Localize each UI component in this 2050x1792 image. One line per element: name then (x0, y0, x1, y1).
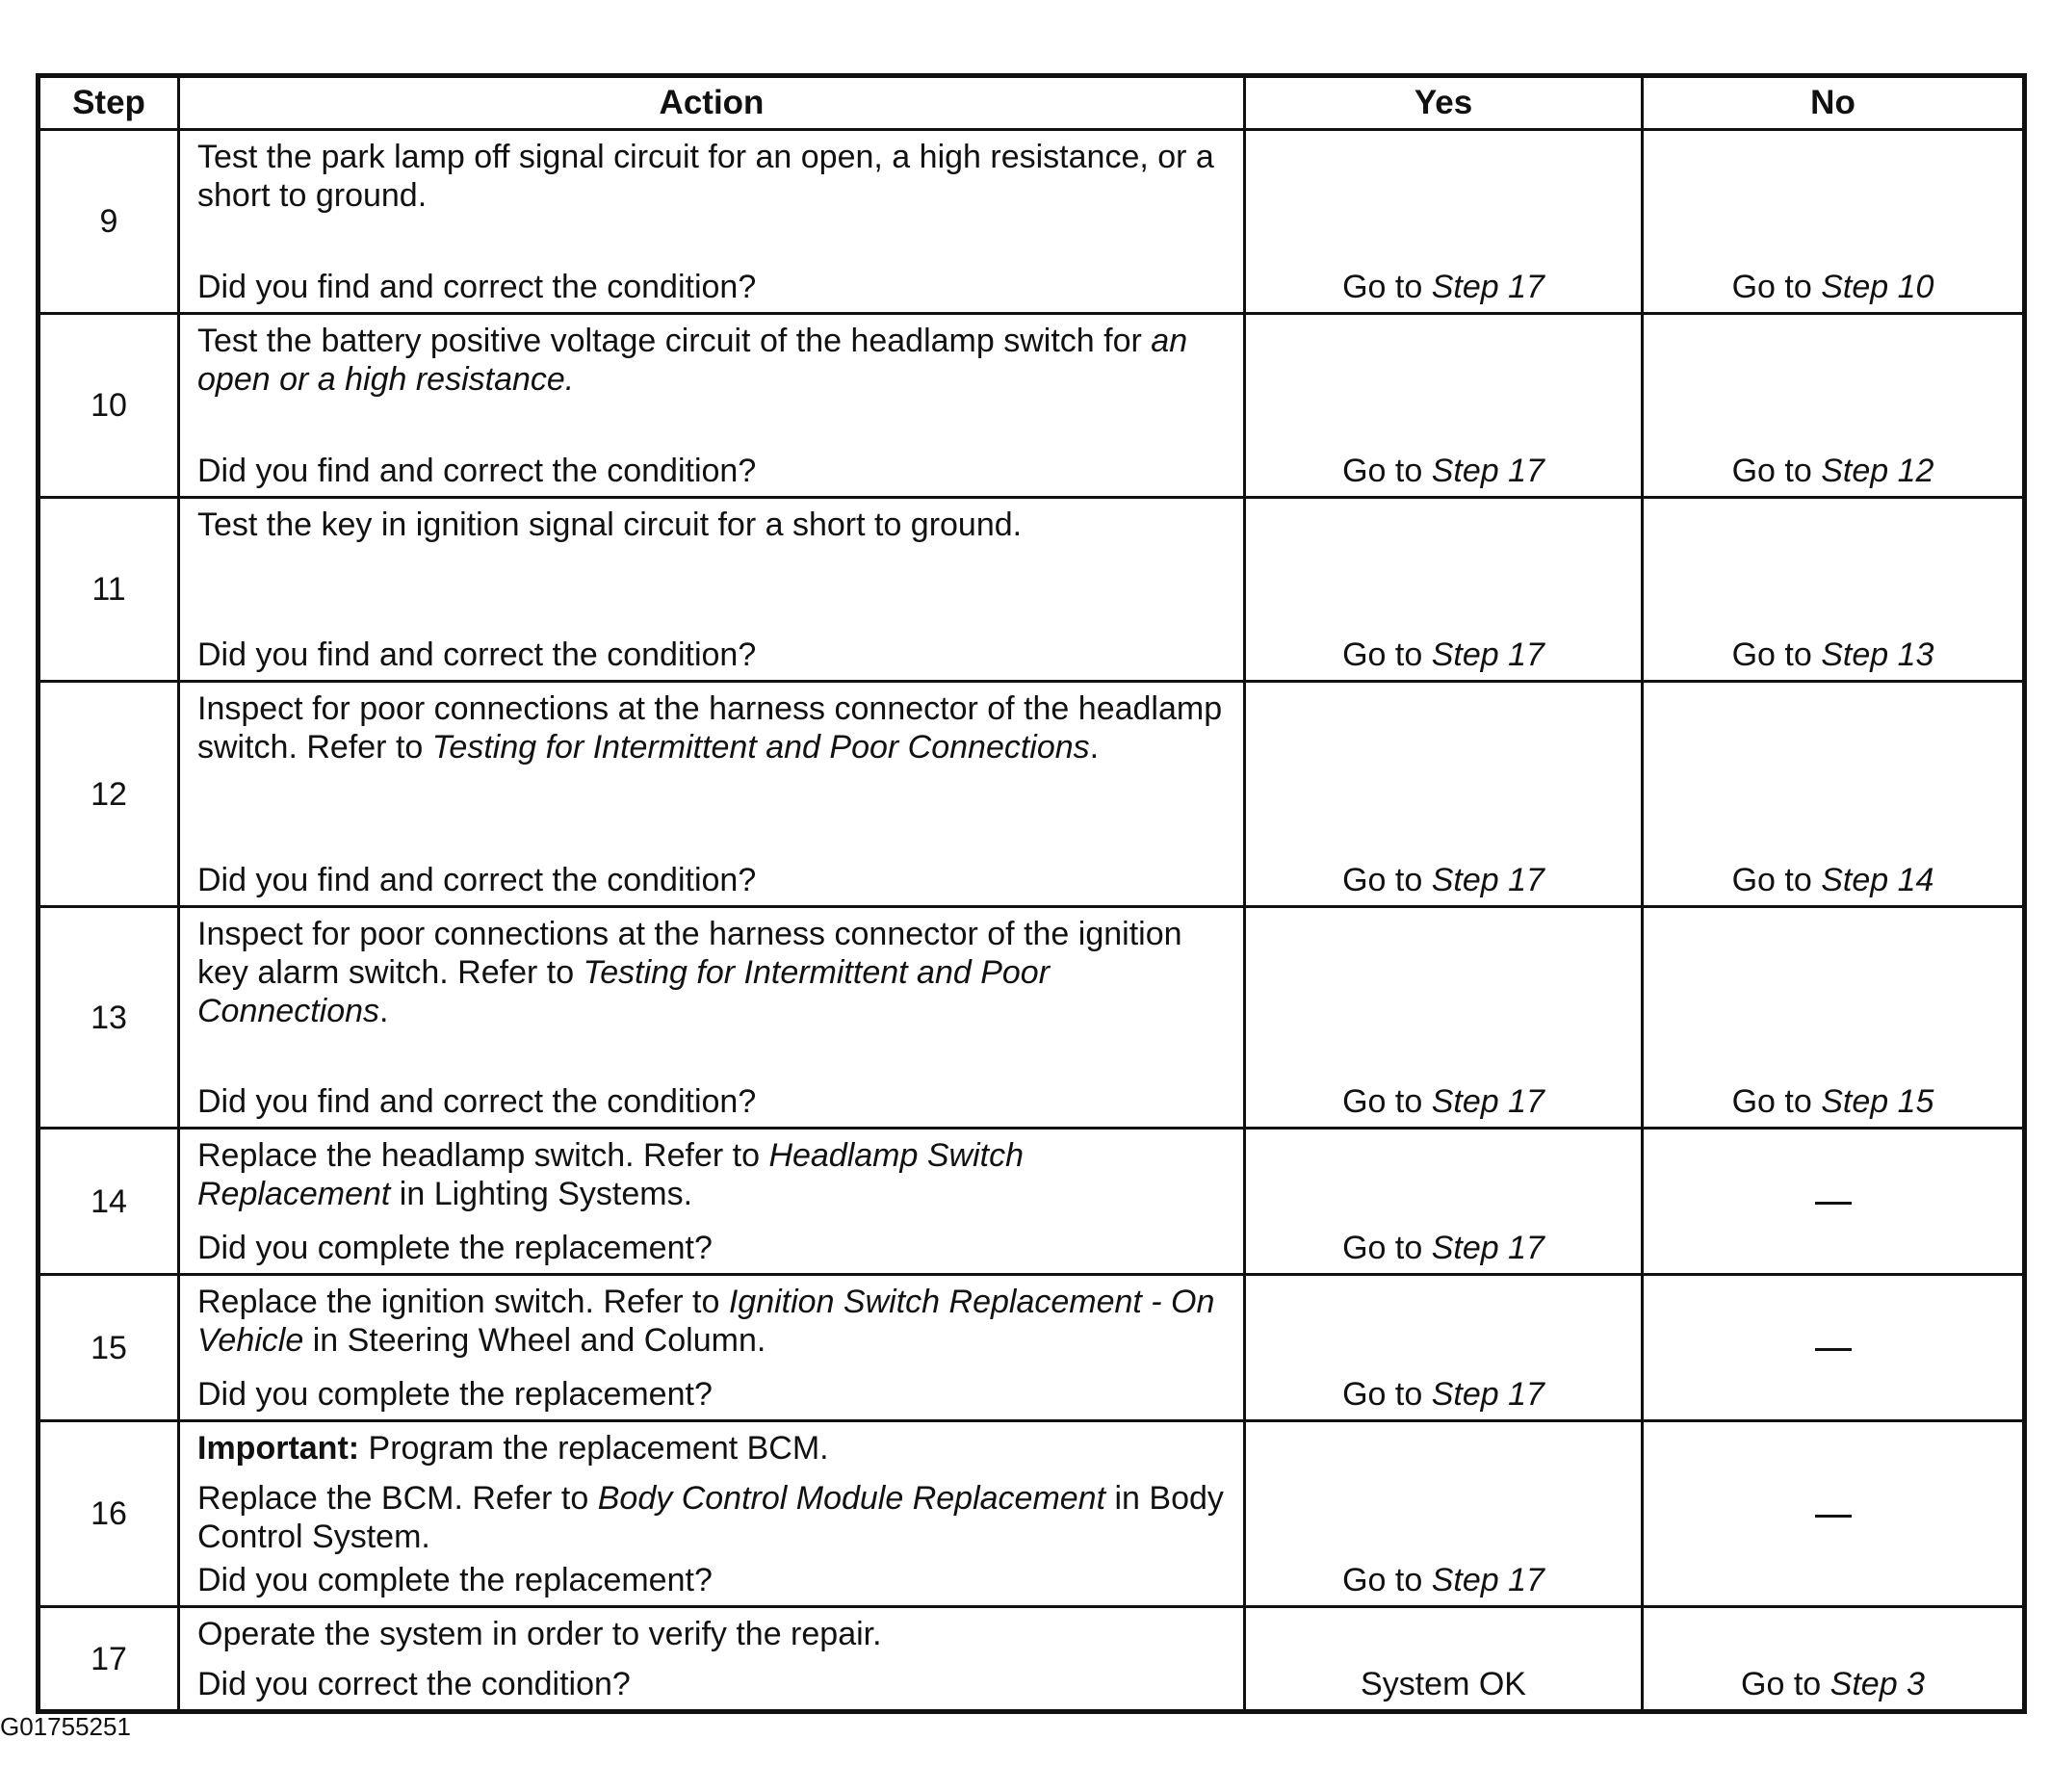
important-label: Important: (197, 1430, 360, 1467)
action-text: Replace the ignition switch. Refer to Ignition Switch Replacement - On Vehicle in Steering Wheel and Column. (197, 1284, 1215, 1359)
no-prefix: Go to (1731, 1083, 1812, 1120)
yes-step-ref: Step 17 (1431, 636, 1544, 673)
no-cell (1643, 682, 2025, 907)
no-cell (1643, 1421, 2025, 1607)
yes-step-ref: Step 17 (1431, 269, 1544, 305)
action-question: Did you find and correct the condition? (197, 269, 757, 305)
no-prefix: Go to (1731, 453, 1812, 489)
action-text: Operate the system in order to verify the repair. (197, 1616, 882, 1652)
yes-step-ref: Step 17 (1431, 862, 1544, 898)
action-cell (179, 1421, 1245, 1607)
action-text: Replace the headlamp switch. Refer to Headlamp Switch Replacement in Lighting Systems. (197, 1137, 1024, 1212)
table-row (39, 498, 2025, 682)
yes-step-ref: Step 17 (1431, 1230, 1544, 1266)
no-prefix: Go to (1741, 1666, 1822, 1702)
yes-prefix: Go to (1342, 453, 1423, 489)
no-prefix: Go to (1731, 269, 1812, 305)
no-step-ref: Step 10 (1821, 269, 1934, 305)
no-step-ref: Step 13 (1821, 636, 1934, 673)
action-question: Did you complete the replacement? (197, 1376, 713, 1413)
diagnostic-table (36, 73, 2027, 1714)
yes-prefix: Go to (1342, 1376, 1423, 1413)
no-cell (1643, 498, 2025, 682)
step-number: 10 (39, 314, 179, 498)
action-question: Did you find and correct the condition? (197, 636, 757, 673)
step-number: 11 (39, 498, 179, 682)
yes-prefix: Go to (1342, 862, 1423, 898)
yes-step-ref: Step 17 (1431, 453, 1544, 489)
table-row (39, 1421, 2025, 1607)
yes-cell (1245, 1421, 1643, 1607)
yes-prefix: Go to (1342, 1083, 1423, 1120)
action-text: Replace the BCM. Refer to Body Control Module Replacement in Body Control System. (197, 1480, 1224, 1555)
action-question: Did you find and correct the condition? (197, 862, 757, 898)
action-question: Did you correct the condition? (197, 1666, 631, 1702)
no-cell (1643, 314, 2025, 498)
yes-cell (1245, 1607, 1643, 1712)
action-cell (179, 1275, 1245, 1421)
no-cell (1643, 1607, 2025, 1712)
no-cell (1643, 907, 2025, 1129)
header-yes: Yes (1245, 76, 1643, 130)
no-step-ref: Step 14 (1821, 862, 1934, 898)
yes-prefix: Go to (1342, 1230, 1423, 1266)
dash-mark (1815, 1348, 1852, 1351)
no-step-ref: Step 15 (1821, 1083, 1934, 1120)
yes-prefix: Go to (1342, 269, 1423, 305)
step-number: 9 (39, 130, 179, 314)
yes-prefix: Go to (1342, 1562, 1423, 1598)
table-row (39, 130, 2025, 314)
action-question: Did you find and correct the condition? (197, 453, 757, 489)
action-cell (179, 1607, 1245, 1712)
no-step-ref: Step 12 (1821, 453, 1934, 489)
action-text: Inspect for poor connections at the harness connector of the headlamp switch. Refer to Testing for Intermittent and Poor Connections. (197, 690, 1223, 766)
yes-cell (1245, 682, 1643, 907)
yes-step-ref: Step 17 (1431, 1562, 1544, 1598)
header-step: Step (39, 76, 179, 130)
action-text: Test the park lamp off signal circuit for an open, a high resistance, or a short to ground. (197, 139, 1214, 214)
table-row (39, 1607, 2025, 1712)
important-note: Important: Program the replacement BCM. (197, 1430, 829, 1467)
action-cell (179, 1129, 1245, 1275)
action-question: Did you complete the replacement? (197, 1230, 713, 1266)
yes-prefix: Go to (1342, 636, 1423, 673)
action-question: Did you complete the replacement? (197, 1562, 713, 1598)
no-prefix: Go to (1731, 862, 1812, 898)
no-step-ref: Step 3 (1829, 1666, 1925, 1702)
no-cell (1643, 1275, 2025, 1421)
table-row (39, 907, 2025, 1129)
step-number: 16 (39, 1421, 179, 1607)
yes-cell (1245, 907, 1643, 1129)
action-text: Inspect for poor connections at the harness connector of the ignition key alarm switch. Refer to Testing for Intermittent and Poor Connections. (197, 916, 1182, 1029)
action-text: Test the key in ignition signal circuit for a short to ground. (197, 506, 1023, 543)
header-no: No (1643, 76, 2025, 130)
header-action: Action (179, 76, 1245, 130)
action-cell (179, 130, 1245, 314)
no-prefix: Go to (1731, 636, 1812, 673)
yes-step-ref: Step 17 (1431, 1083, 1544, 1120)
step-number: 17 (39, 1607, 179, 1712)
table-row (39, 1129, 2025, 1275)
dash-mark (1815, 1515, 1852, 1518)
yes-result: System OK (1361, 1666, 1526, 1702)
no-cell (1643, 130, 2025, 314)
table-row (39, 682, 2025, 907)
action-text: Test the battery positive voltage circuit of the headlamp switch for an open or a high resistance. (197, 323, 1188, 398)
no-cell (1643, 1129, 2025, 1275)
step-number: 13 (39, 907, 179, 1129)
action-question: Did you find and correct the condition? (197, 1083, 757, 1120)
yes-cell (1245, 1275, 1643, 1421)
table-header-row (39, 76, 2025, 130)
action-cell (179, 682, 1245, 907)
table-row (39, 1275, 2025, 1421)
yes-cell (1245, 130, 1643, 314)
step-number: 12 (39, 682, 179, 907)
yes-cell (1245, 498, 1643, 682)
dash-mark (1815, 1202, 1852, 1205)
step-number: 14 (39, 1129, 179, 1275)
action-cell (179, 907, 1245, 1129)
yes-cell (1245, 314, 1643, 498)
figure-code: G01755251 (0, 1712, 131, 1741)
yes-step-ref: Step 17 (1431, 1376, 1544, 1413)
step-number: 15 (39, 1275, 179, 1421)
yes-cell (1245, 1129, 1643, 1275)
action-cell (179, 498, 1245, 682)
table-row (39, 314, 2025, 498)
action-cell (179, 314, 1245, 498)
